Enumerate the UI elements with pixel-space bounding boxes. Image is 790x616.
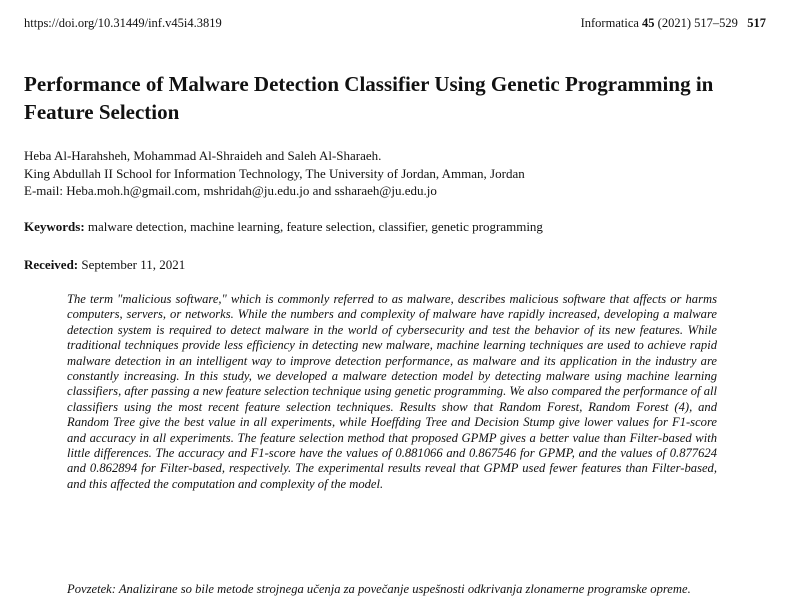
abstract-text: The term "malicious software," which is commonly referred to as malware, describes malicious software that affects or harms computers, servers, or networks. While the numbers and complexity of malware have rapidly increased, developing a malware detection system is required to detect malware in the world of cybersecurity and test the behavior of its new features. While traditional techniques provide less efficiency in detecting new malware, machine learning techniques are used to achieve rapid malware detection in an intelligent way to improve detection performance, as malware and its application in the industry are constantly increasing. In this study, we developed a malware detection model by detecting malware using machine learning classifiers, after passing a new feature selection technique using genetic programming. We also compared the performance of all classifiers using the most recent feature selection techniques. Results show that Random Forest, Random Forest (4), and Random Tree give the best value in all experiments, while Hoeffding Tree and Decision Stump give lower values for F1-score and accuracy in all experiments. The feature selection method that proposed GPMP gives a better value than Filter-based with little differences. The accuracy and F1-score have the values of 0.881066 and 0.867546 for GPMP, and the values of 0.877624 and 0.862894 for Filter-based, respectively. The experimental results reveal that GPMP used fewer features than Filter-based, and this affected the computation and complexity of the model. bbox=[67, 292, 717, 491]
received-line bbox=[24, 257, 185, 273]
journal-volume: 45 bbox=[642, 16, 655, 30]
keywords-line bbox=[24, 219, 543, 235]
povzetek-text: Povzetek: Analizirane so bile metode strojnega učenja za povečanje uspešnosti odkrivanja zlonamerne programske opreme. bbox=[67, 582, 691, 596]
journal-name: Informatica bbox=[580, 16, 639, 30]
page-number: 517 bbox=[747, 16, 766, 30]
received-date: September 11, 2021 bbox=[81, 257, 186, 272]
keywords-text: malware detection, machine learning, feature selection, classifier, genetic programming bbox=[87, 219, 543, 234]
journal-header bbox=[581, 16, 766, 31]
author-block bbox=[24, 147, 525, 200]
doi-link[interactable]: https://doi.org/10.31449/inf.v45i4.3819 bbox=[24, 16, 222, 30]
paper-title: Performance of Malware Detection Classifier Using Genetic Programming in Feature Selection bbox=[24, 72, 714, 124]
author-emails: E-mail: Heba.moh.h@gmail.com, mshridah@ju.edu.jo and ssharaeh@ju.edu.jo bbox=[24, 183, 437, 198]
journal-year-pages: (2021) 517–529 bbox=[657, 16, 738, 30]
author-affiliation: King Abdullah II School for Information Technology, The University of Jordan, Amman, Jordan bbox=[24, 165, 525, 181]
author-names: Heba Al-Harahsheh, Mohammad Al-Shraideh and Saleh Al-Sharaeh. bbox=[24, 148, 382, 163]
received-label: Received: bbox=[24, 257, 79, 272]
keywords-label: Keywords: bbox=[24, 219, 85, 234]
